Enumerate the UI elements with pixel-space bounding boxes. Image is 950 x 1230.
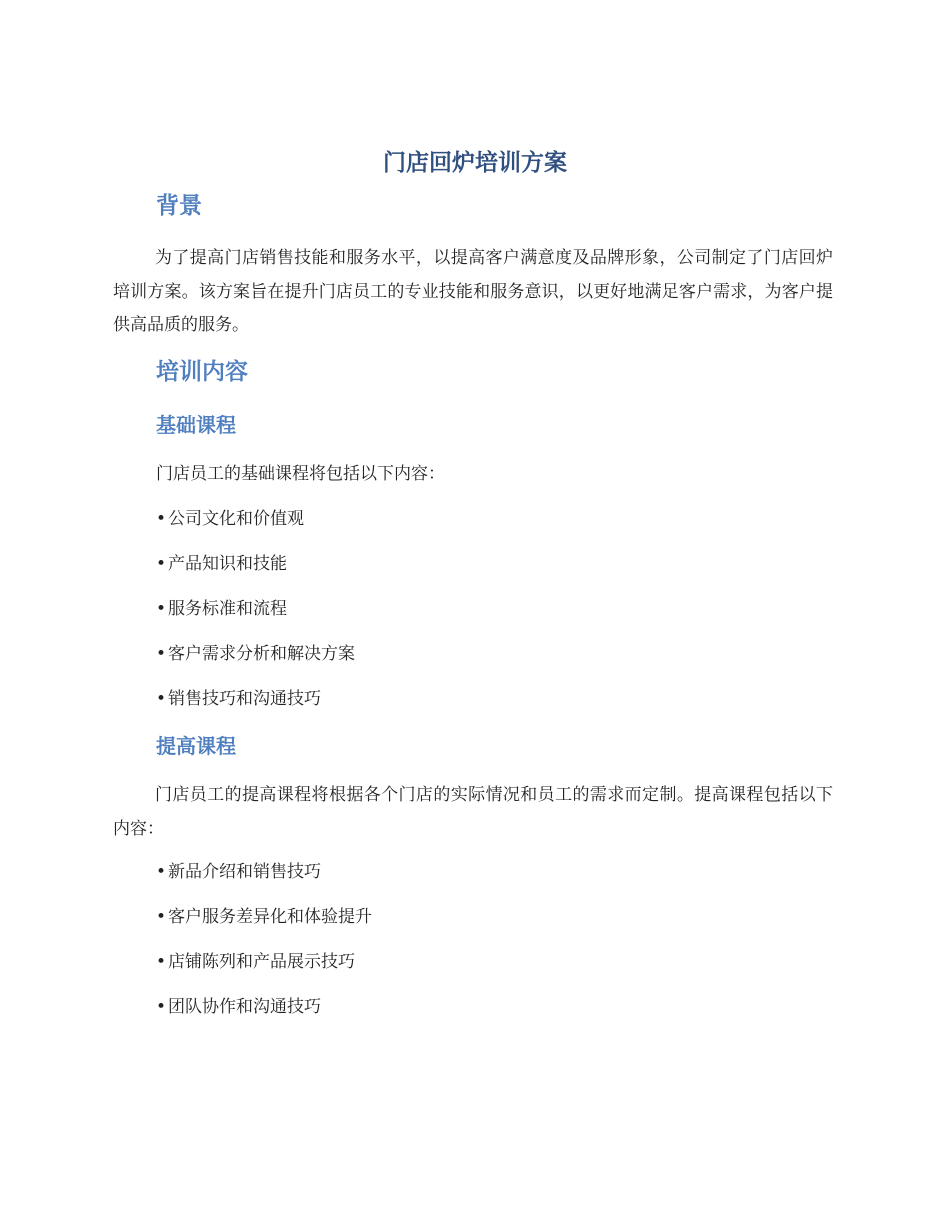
- document-title: 门店回炉培训方案: [383, 150, 567, 176]
- list-item: [156, 902, 372, 932]
- list-item: [156, 684, 321, 714]
- list-item: [156, 992, 321, 1022]
- list-item: [156, 594, 287, 624]
- background-heading: 背景: [156, 193, 202, 219]
- list-item-text: 服务标准和流程: [168, 599, 287, 619]
- basic-course-heading: 基础课程: [156, 413, 236, 437]
- list-item-text: 新品介绍和销售技巧: [168, 862, 321, 882]
- list-item: [156, 947, 355, 977]
- list-item: [156, 857, 321, 887]
- list-item-text: 销售技巧和沟通技巧: [168, 689, 321, 709]
- bullet: •: [156, 509, 167, 529]
- list-item-text: 团队协作和沟通技巧: [168, 997, 321, 1017]
- bullet: •: [156, 952, 167, 972]
- bullet: •: [156, 554, 167, 574]
- bullet: •: [156, 997, 167, 1017]
- bullet: •: [156, 689, 167, 709]
- list-item-text: 公司文化和价值观: [168, 509, 304, 529]
- bullet: •: [156, 907, 167, 927]
- bullet: •: [156, 862, 167, 882]
- list-item-text: 客户服务差异化和体验提升: [168, 907, 372, 927]
- basic-course-intro: 门店员工的基础课程将包括以下内容：: [156, 464, 445, 484]
- advanced-course-heading: 提高课程: [156, 734, 236, 758]
- list-item-text: 客户需求分析和解决方案: [168, 644, 355, 664]
- list-item-text: 产品知识和技能: [168, 554, 287, 574]
- training-content-heading: 培训内容: [156, 359, 248, 385]
- list-item: [156, 639, 355, 669]
- list-item: [156, 549, 287, 579]
- list-item-text: 店铺陈列和产品展示技巧: [168, 952, 355, 972]
- bullet: •: [156, 644, 167, 664]
- background-paragraph: 为了提高门店销售技能和服务水平，以提高客户满意度及品牌形象，公司制定了门店回炉培训方案。该方案旨在提升门店员工的专业技能和服务意识，以更好地满足客户需求，为客户提供高品质的服务。: [113, 248, 833, 335]
- bullet: •: [156, 599, 167, 619]
- list-item: [156, 504, 304, 534]
- advanced-course-intro: 门店员工的提高课程将根据各个门店的实际情况和员工的需求而定制。提高课程包括以下内容：: [113, 785, 833, 839]
